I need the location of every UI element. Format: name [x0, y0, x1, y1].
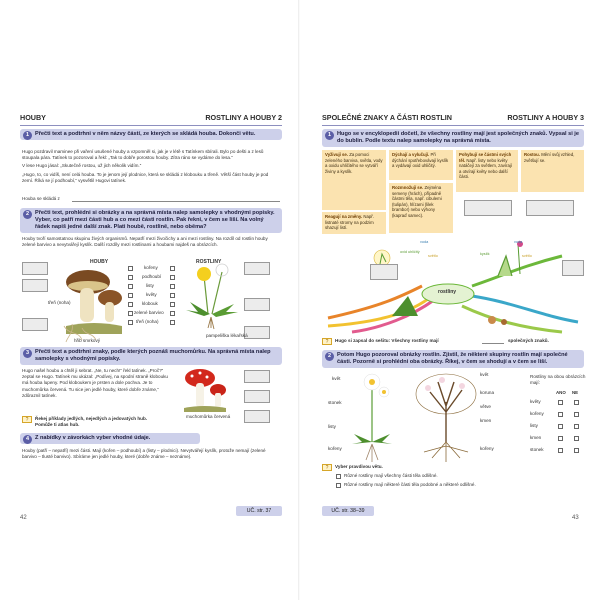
question-2-text: Vyber pravdivou větu. — [335, 464, 383, 469]
task-number: 2 — [23, 210, 32, 219]
footer-reference-right — [322, 506, 374, 516]
column-rostliny: ROSTLINY — [196, 259, 222, 265]
task-text: Přečti text, prohlédni si obrázky a na správná místa nalep samolepky s vhodnými popisky. Vyber, co patří mezi části hub a co mezi části rostlin. Pak řekni, v čem se liší. Na volný řádek napiš jedné další znak. Plati houbě, rostlině, nebo oběma? — [35, 210, 275, 230]
daisy-label: květ — [332, 376, 341, 381]
trait-bubble — [389, 183, 453, 233]
option-checkbox[interactable] — [336, 483, 341, 488]
sticker-slot[interactable] — [370, 264, 398, 280]
story-1 — [22, 149, 280, 186]
footer-reference-left — [236, 506, 282, 516]
sticker-slot[interactable] — [22, 318, 48, 331]
tree-label: květ — [480, 372, 489, 377]
left-header-title: HOUBY — [20, 112, 46, 122]
table-row-label: kmen — [530, 435, 542, 440]
bubble-text: Zejména semeny (hrách), případně částmi těla, např. cibulemi (tulipán), hlízami (lilek brambor) nebo výhony (kapraď samec). — [392, 185, 442, 218]
answer-line[interactable] — [72, 201, 280, 202]
table-title: Rostliny na obou obrázcích mají: — [530, 374, 586, 386]
label-dandelion: pampeliška lékařská — [206, 333, 248, 338]
bubble-text: Např. listy nebo květy natáčejí za světlem, zavírají a otvírají květy nebo další části. — [459, 157, 513, 180]
diagram-word: kyslík — [480, 252, 490, 256]
question-icon: ? — [322, 338, 332, 345]
bubble-text: Za pomoci zeleného barviva, světla, vody a oxidu uhličitého se vytváří živiny a kyslík. — [325, 152, 383, 174]
sticker-slot[interactable] — [244, 262, 270, 275]
question-icon: ? — [22, 416, 32, 423]
story-paragraph: Hugo pozdravil maminee při vaření usušené houby a vzpomněl si, jak je v létě s Tatínkem sbírali. Bylo po dešti a z lesů stoupala pára. Tatínek to pozoroval a řekl: „Tak to dobře porostou houby. Zítra ráno se vydáme do lesa.“ — [22, 149, 264, 161]
tree-label: kořeny — [480, 446, 494, 451]
trait-bubble — [389, 150, 453, 180]
text-2: Houby tvoří samostatnou skupinu živých organismů. Nepatří mezi živočichy a ani mezi rostliny. Na rozdíl od rostlin houby zelené barvivo a nevytvářejí kyslík. Další rozdíly mezi rostlinami a houbami najdeš na obrázcích. — [22, 236, 268, 248]
checkbox-ne[interactable] — [574, 448, 579, 453]
checkbox-houby[interactable] — [128, 302, 133, 307]
checkbox-houby[interactable] — [128, 311, 133, 316]
checkbox-rostliny[interactable] — [170, 266, 175, 271]
task-1-instruction — [20, 129, 282, 140]
table-col-ne: NE — [572, 390, 579, 395]
left-header-section: ROSTLINY A HOUBY 2 — [205, 112, 282, 122]
diagram-word: voda — [514, 240, 523, 244]
story-paragraph: V lese Hugo jásal: „Skutečně rostou, už jich několik vidím.“ — [22, 163, 142, 169]
tree-label: koruna — [480, 390, 495, 395]
checkbox-ne[interactable] — [574, 400, 579, 405]
bubble-text: Při dýchání spotřebovávají kyslík a vydávají oxid uhličitý. — [392, 152, 449, 169]
task-text: Přečti text a podtrhni znaky, podle kterých poznáš muchomůrku. Na správná místa nalep samolepky s vhodnými popisky. — [35, 349, 271, 362]
bubble-title: Rozmnožují se. — [392, 185, 424, 190]
sticker-slot[interactable] — [562, 260, 584, 276]
right-header-rule — [322, 125, 584, 126]
daisy-illustration — [348, 372, 396, 462]
sticker-slot[interactable] — [22, 262, 48, 275]
daisy-label: stonek — [328, 400, 342, 405]
tree-label: kmen — [480, 418, 492, 423]
right-header-section: ROSTLINY A HOUBY 3 — [507, 112, 584, 122]
diagram-word: oxid uhličitý — [400, 250, 420, 254]
bubble-title: Reagují na změny. — [325, 214, 363, 219]
checkbox-ne[interactable] — [574, 424, 579, 429]
option-checkbox[interactable] — [336, 474, 341, 479]
right-page — [300, 0, 600, 600]
trait-bubble — [456, 150, 518, 192]
task-number: 1 — [325, 131, 334, 140]
checkbox-houby[interactable] — [128, 293, 133, 298]
diagram-word: světlo — [428, 254, 438, 258]
daisy-label: listy — [328, 424, 336, 429]
table-col-ano: ANO — [556, 390, 566, 395]
sticker-slot[interactable] — [526, 200, 574, 216]
footer-text: UČ. str. 38–39 — [331, 508, 365, 514]
bubble-title: Dýchají a vylučují. — [392, 152, 430, 157]
task-text: Potom Hugo pozoroval obrázky rostlin. Zjistil, že některé skupiny rostlin mají společné části. Pozorně si prohlédni oba obrázky. Říkej, v čem se shodují a v čem se liší. — [337, 352, 568, 365]
sticker-slot[interactable] — [464, 200, 512, 216]
checkbox-rostliny[interactable] — [170, 320, 175, 325]
text-4: Houby (patří – nepatří) mezi části. Mají (kořen – podhoubí) a (listy – plodnici). Nevytvářejí kyslík, protože nemají (zelené barvivo – tlusté barvivo). Sbíráme jen jedlé houby, které (dobře známe – neznáme). — [22, 448, 266, 460]
option-text: Různé rostliny mají některé části těla podobné a některé odlišné. — [344, 482, 476, 487]
sticker-slot[interactable] — [244, 410, 270, 423]
compare-item: klobouk — [142, 301, 158, 306]
checkbox-ano[interactable] — [558, 436, 563, 441]
trait-bubble — [521, 150, 584, 192]
checkbox-ne[interactable] — [574, 436, 579, 441]
task-number: 1 — [23, 131, 32, 140]
bubble-title: Pohybují se částmi svých těl. — [459, 152, 512, 163]
sticker-slot[interactable] — [244, 370, 270, 383]
checkbox-ano[interactable] — [558, 424, 563, 429]
question-icon: ? — [322, 464, 332, 471]
checkbox-ano[interactable] — [558, 400, 563, 405]
checkbox-rostliny[interactable] — [170, 284, 175, 289]
trait-bubble — [322, 212, 386, 234]
diagram-word: voda — [420, 240, 429, 244]
checkbox-rostliny[interactable] — [170, 275, 175, 280]
checkbox-ano[interactable] — [558, 448, 563, 453]
checkbox-rostliny[interactable] — [170, 311, 175, 316]
page-number-left: 42 — [20, 515, 27, 521]
column-houby: HOUBY — [90, 259, 109, 265]
right-header-title: SPOLEČNÉ ZNAKY A ČÁSTI ROSTLIN — [322, 112, 452, 122]
answer-line[interactable] — [482, 343, 504, 344]
bubble-text: Mění svůj vzhled, zvětšují se. — [524, 152, 575, 163]
task-4-instruction — [20, 433, 200, 444]
sticker-slot[interactable] — [244, 298, 270, 311]
plant-traits-diagram — [322, 236, 584, 334]
left-header — [20, 110, 282, 124]
compare-item: listy — [146, 283, 154, 288]
task-number: 4 — [23, 435, 32, 444]
diagram-center-label: rostliny — [438, 289, 457, 295]
footer-text: UČ. str. 37 — [246, 508, 272, 514]
checkbox-houby[interactable] — [128, 266, 133, 271]
task-text: Hugo se v encyklopedii dočetl, že všechny rostliny mají jest společných znaků. Vypsal si je do bublin. Podle textu nalep samolepky na správná místa. — [337, 131, 579, 144]
compare-item: třeň (noha) — [136, 319, 159, 324]
story-paragraph: „Hugo, to, co vidíš, není celá houba. To je jenom její plodnice, která se skládá z klobouku a třeně. Větší část houby je pod zemí. Říká se jí podhoubí,“ vysvětlil Hugovi tatínek. — [22, 171, 269, 183]
bubble-title: Rostou. — [524, 152, 540, 157]
tree-label: větve — [480, 404, 491, 409]
label-amanita: muchomůrka červená — [186, 414, 231, 419]
compare-item: kořeny — [144, 265, 158, 270]
task-1-instruction — [322, 129, 584, 147]
checkbox-ne[interactable] — [574, 412, 579, 417]
amanita-illustration — [182, 368, 228, 412]
compare-item: podhoubí — [142, 274, 162, 279]
trait-bubble — [322, 150, 386, 210]
page-number-right: 43 — [572, 515, 579, 521]
compare-item: zelené barvivo — [134, 310, 164, 315]
question-1-end: společných znaků. — [508, 338, 549, 343]
option-text: Různé rostliny mají všechny části těla odlišné. — [344, 473, 438, 478]
left-header-rule — [20, 125, 282, 126]
task-2-instruction — [322, 350, 584, 368]
question-text: Řekej příklady jedlých, nejedlých a jedovatých hub. Pomůže ti atlas hub. — [35, 416, 148, 428]
task-number: 2 — [325, 352, 334, 361]
tree-illustration — [412, 372, 482, 462]
table-row-label: kořeny — [530, 411, 544, 416]
sticker-slot[interactable] — [22, 279, 48, 292]
checkbox-houby[interactable] — [128, 320, 133, 325]
task-2-instruction — [20, 208, 282, 233]
task-text: Z nabídky v závorkách vyber vhodné údaje. — [35, 435, 151, 441]
dandelion-illustration — [182, 262, 242, 330]
label-stem: třeň (noha) — [48, 300, 71, 305]
right-header — [322, 110, 584, 124]
checkbox-houby[interactable] — [128, 275, 133, 280]
bubble-text: Např. listnaté stromy na podzim shazují listí. — [325, 214, 374, 231]
complete-sentence: Houba se skládá z — [22, 196, 60, 201]
task-text: Přečti text a podtrhni v něm názvy částí, ze kterých se skládá houba. Dokonči větu. — [35, 131, 256, 137]
checkbox-ano[interactable] — [558, 412, 563, 417]
sticker-slot[interactable] — [244, 390, 270, 403]
daisy-label: kořeny — [328, 446, 342, 451]
task-number: 3 — [23, 349, 32, 358]
checkbox-houby[interactable] — [128, 284, 133, 289]
task-3-instruction — [20, 347, 282, 365]
table-row-label: květy — [530, 399, 541, 404]
checkbox-rostliny[interactable] — [170, 293, 175, 298]
label-boletus: hřib smrkový — [74, 338, 101, 343]
question-1-text: Hugo si zapsal do sešitu: Všechny rostliny mají — [335, 338, 439, 343]
checkbox-rostliny[interactable] — [170, 302, 175, 307]
table-row-label: stonek — [530, 447, 544, 452]
diagram-word: světlo — [522, 254, 532, 258]
story-3: Hugo našel houbu a chtěl ji sebrat. „Ne, tu nech!“ řekl tatínek. „Proč?“ zeptal se Hugo. Tatínek mu ukázal: „Podívej, na spodní straně klobouku má houba lupeny. Pod kloboukem je prsten a dole pochva. Je to muchomůrka červená. Tu sice jen jedlé houby, které dobře známe,“ zdůraznil tatínek. — [22, 368, 168, 398]
table-row-label: listy — [530, 423, 538, 428]
compare-item: květy — [146, 292, 157, 297]
bubble-title: Vyživují se. — [325, 152, 349, 157]
